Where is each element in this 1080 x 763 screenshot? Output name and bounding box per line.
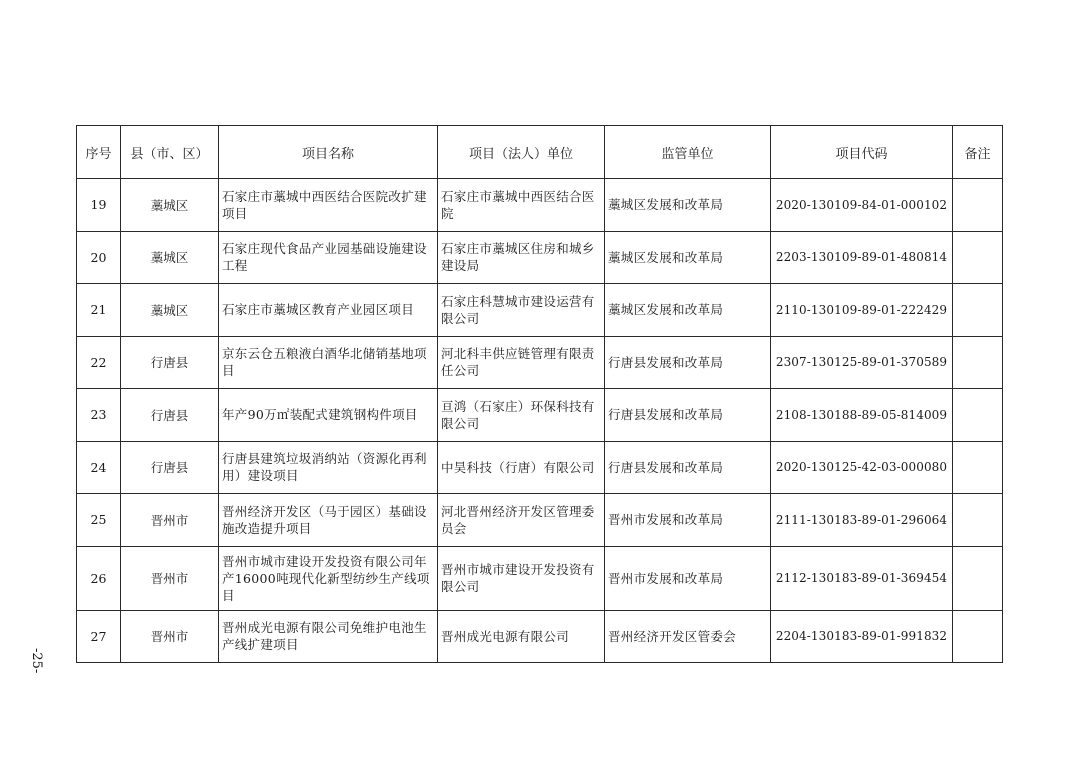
- cell-supervisor: 晋州市发展和改革局: [605, 546, 771, 610]
- cell-code: 2108-130188-89-05-814009: [771, 389, 953, 442]
- cell-code: 2020-130109-84-01-000102: [771, 179, 953, 232]
- cell-note: [953, 610, 1003, 662]
- cell-no: 21: [77, 284, 121, 337]
- cell-project: 行唐县建筑垃圾消纳站（资源化再利用）建设项目: [219, 441, 438, 494]
- cell-supervisor: 藁城区发展和改革局: [605, 284, 771, 337]
- cell-project: 晋州市城市建设开发投资有限公司年产16000吨现代化新型纺纱生产线项目: [219, 546, 438, 610]
- cell-unit: 中昊科技（行唐）有限公司: [438, 441, 605, 494]
- table-row: [77, 231, 1003, 284]
- cell-note: [953, 441, 1003, 494]
- cell-county: 晋州市: [121, 494, 219, 547]
- table-row: [77, 494, 1003, 547]
- cell-note: [953, 336, 1003, 389]
- cell-note: [953, 284, 1003, 337]
- cell-county: 藁城区: [121, 284, 219, 337]
- table-row: [77, 336, 1003, 389]
- cell-supervisor: 晋州经济开发区管委会: [605, 610, 771, 662]
- cell-unit: 石家庄市藁城区住房和城乡建设局: [438, 231, 605, 284]
- cell-unit: 晋州市城市建设开发投资有限公司: [438, 546, 605, 610]
- cell-no: 19: [77, 179, 121, 232]
- cell-no: 25: [77, 494, 121, 547]
- cell-supervisor: 行唐县发展和改革局: [605, 441, 771, 494]
- cell-unit: 晋州成光电源有限公司: [438, 610, 605, 662]
- cell-county: 藁城区: [121, 231, 219, 284]
- header-unit: 项目（法人）单位: [438, 126, 605, 179]
- cell-no: 22: [77, 336, 121, 389]
- cell-supervisor: 行唐县发展和改革局: [605, 336, 771, 389]
- cell-project: 晋州成光电源有限公司免维护电池生产线扩建项目: [219, 610, 438, 662]
- cell-county: 行唐县: [121, 389, 219, 442]
- header-no: 序号: [77, 126, 121, 179]
- cell-code: 2112-130183-89-01-369454: [771, 546, 953, 610]
- cell-code: 2204-130183-89-01-991832: [771, 610, 953, 662]
- cell-note: [953, 546, 1003, 610]
- cell-unit: 石家庄市藁城中西医结合医院: [438, 179, 605, 232]
- header-supervisor: 监管单位: [605, 126, 771, 179]
- cell-no: 24: [77, 441, 121, 494]
- cell-note: [953, 389, 1003, 442]
- cell-code: 2307-130125-89-01-370589: [771, 336, 953, 389]
- header-code: 项目代码: [771, 126, 953, 179]
- cell-project: 年产90万㎡装配式建筑钢构件项目: [219, 389, 438, 442]
- cell-no: 27: [77, 610, 121, 662]
- cell-county: 行唐县: [121, 441, 219, 494]
- cell-county: 晋州市: [121, 610, 219, 662]
- cell-supervisor: 晋州市发展和改革局: [605, 494, 771, 547]
- cell-no: 23: [77, 389, 121, 442]
- cell-supervisor: 藁城区发展和改革局: [605, 231, 771, 284]
- cell-unit: 亘鸿（石家庄）环保科技有限公司: [438, 389, 605, 442]
- header-note: 备注: [953, 126, 1003, 179]
- cell-note: [953, 231, 1003, 284]
- project-table: [76, 125, 1003, 663]
- table-row: [77, 389, 1003, 442]
- cell-supervisor: 行唐县发展和改革局: [605, 389, 771, 442]
- cell-project: 京东云仓五粮液白酒华北储销基地项目: [219, 336, 438, 389]
- header-project: 项目名称: [219, 126, 438, 179]
- cell-project: 晋州经济开发区（马于园区）基础设施改造提升项目: [219, 494, 438, 547]
- cell-code: 2203-130109-89-01-480814: [771, 231, 953, 284]
- cell-county: 晋州市: [121, 546, 219, 610]
- cell-county: 行唐县: [121, 336, 219, 389]
- table-row: [77, 179, 1003, 232]
- cell-no: 20: [77, 231, 121, 284]
- cell-project: 石家庄现代食品产业园基础设施建设工程: [219, 231, 438, 284]
- cell-code: 2020-130125-42-03-000080: [771, 441, 953, 494]
- cell-supervisor: 藁城区发展和改革局: [605, 179, 771, 232]
- table-row: [77, 610, 1003, 662]
- page-number: -25-: [29, 648, 44, 674]
- cell-unit: 石家庄科慧城市建设运营有限公司: [438, 284, 605, 337]
- cell-no: 26: [77, 546, 121, 610]
- cell-note: [953, 179, 1003, 232]
- cell-unit: 河北晋州经济开发区管理委员会: [438, 494, 605, 547]
- cell-note: [953, 494, 1003, 547]
- table-header-row: [77, 126, 1003, 179]
- header-county: 县（市、区）: [121, 126, 219, 179]
- cell-unit: 河北科丰供应链管理有限责任公司: [438, 336, 605, 389]
- table-row: [77, 546, 1003, 610]
- table-row: [77, 441, 1003, 494]
- cell-county: 藁城区: [121, 179, 219, 232]
- table-row: [77, 284, 1003, 337]
- cell-project: 石家庄市藁城中西医结合医院改扩建项目: [219, 179, 438, 232]
- cell-project: 石家庄市藁城区教育产业园区项目: [219, 284, 438, 337]
- cell-code: 2111-130183-89-01-296064: [771, 494, 953, 547]
- cell-code: 2110-130109-89-01-222429: [771, 284, 953, 337]
